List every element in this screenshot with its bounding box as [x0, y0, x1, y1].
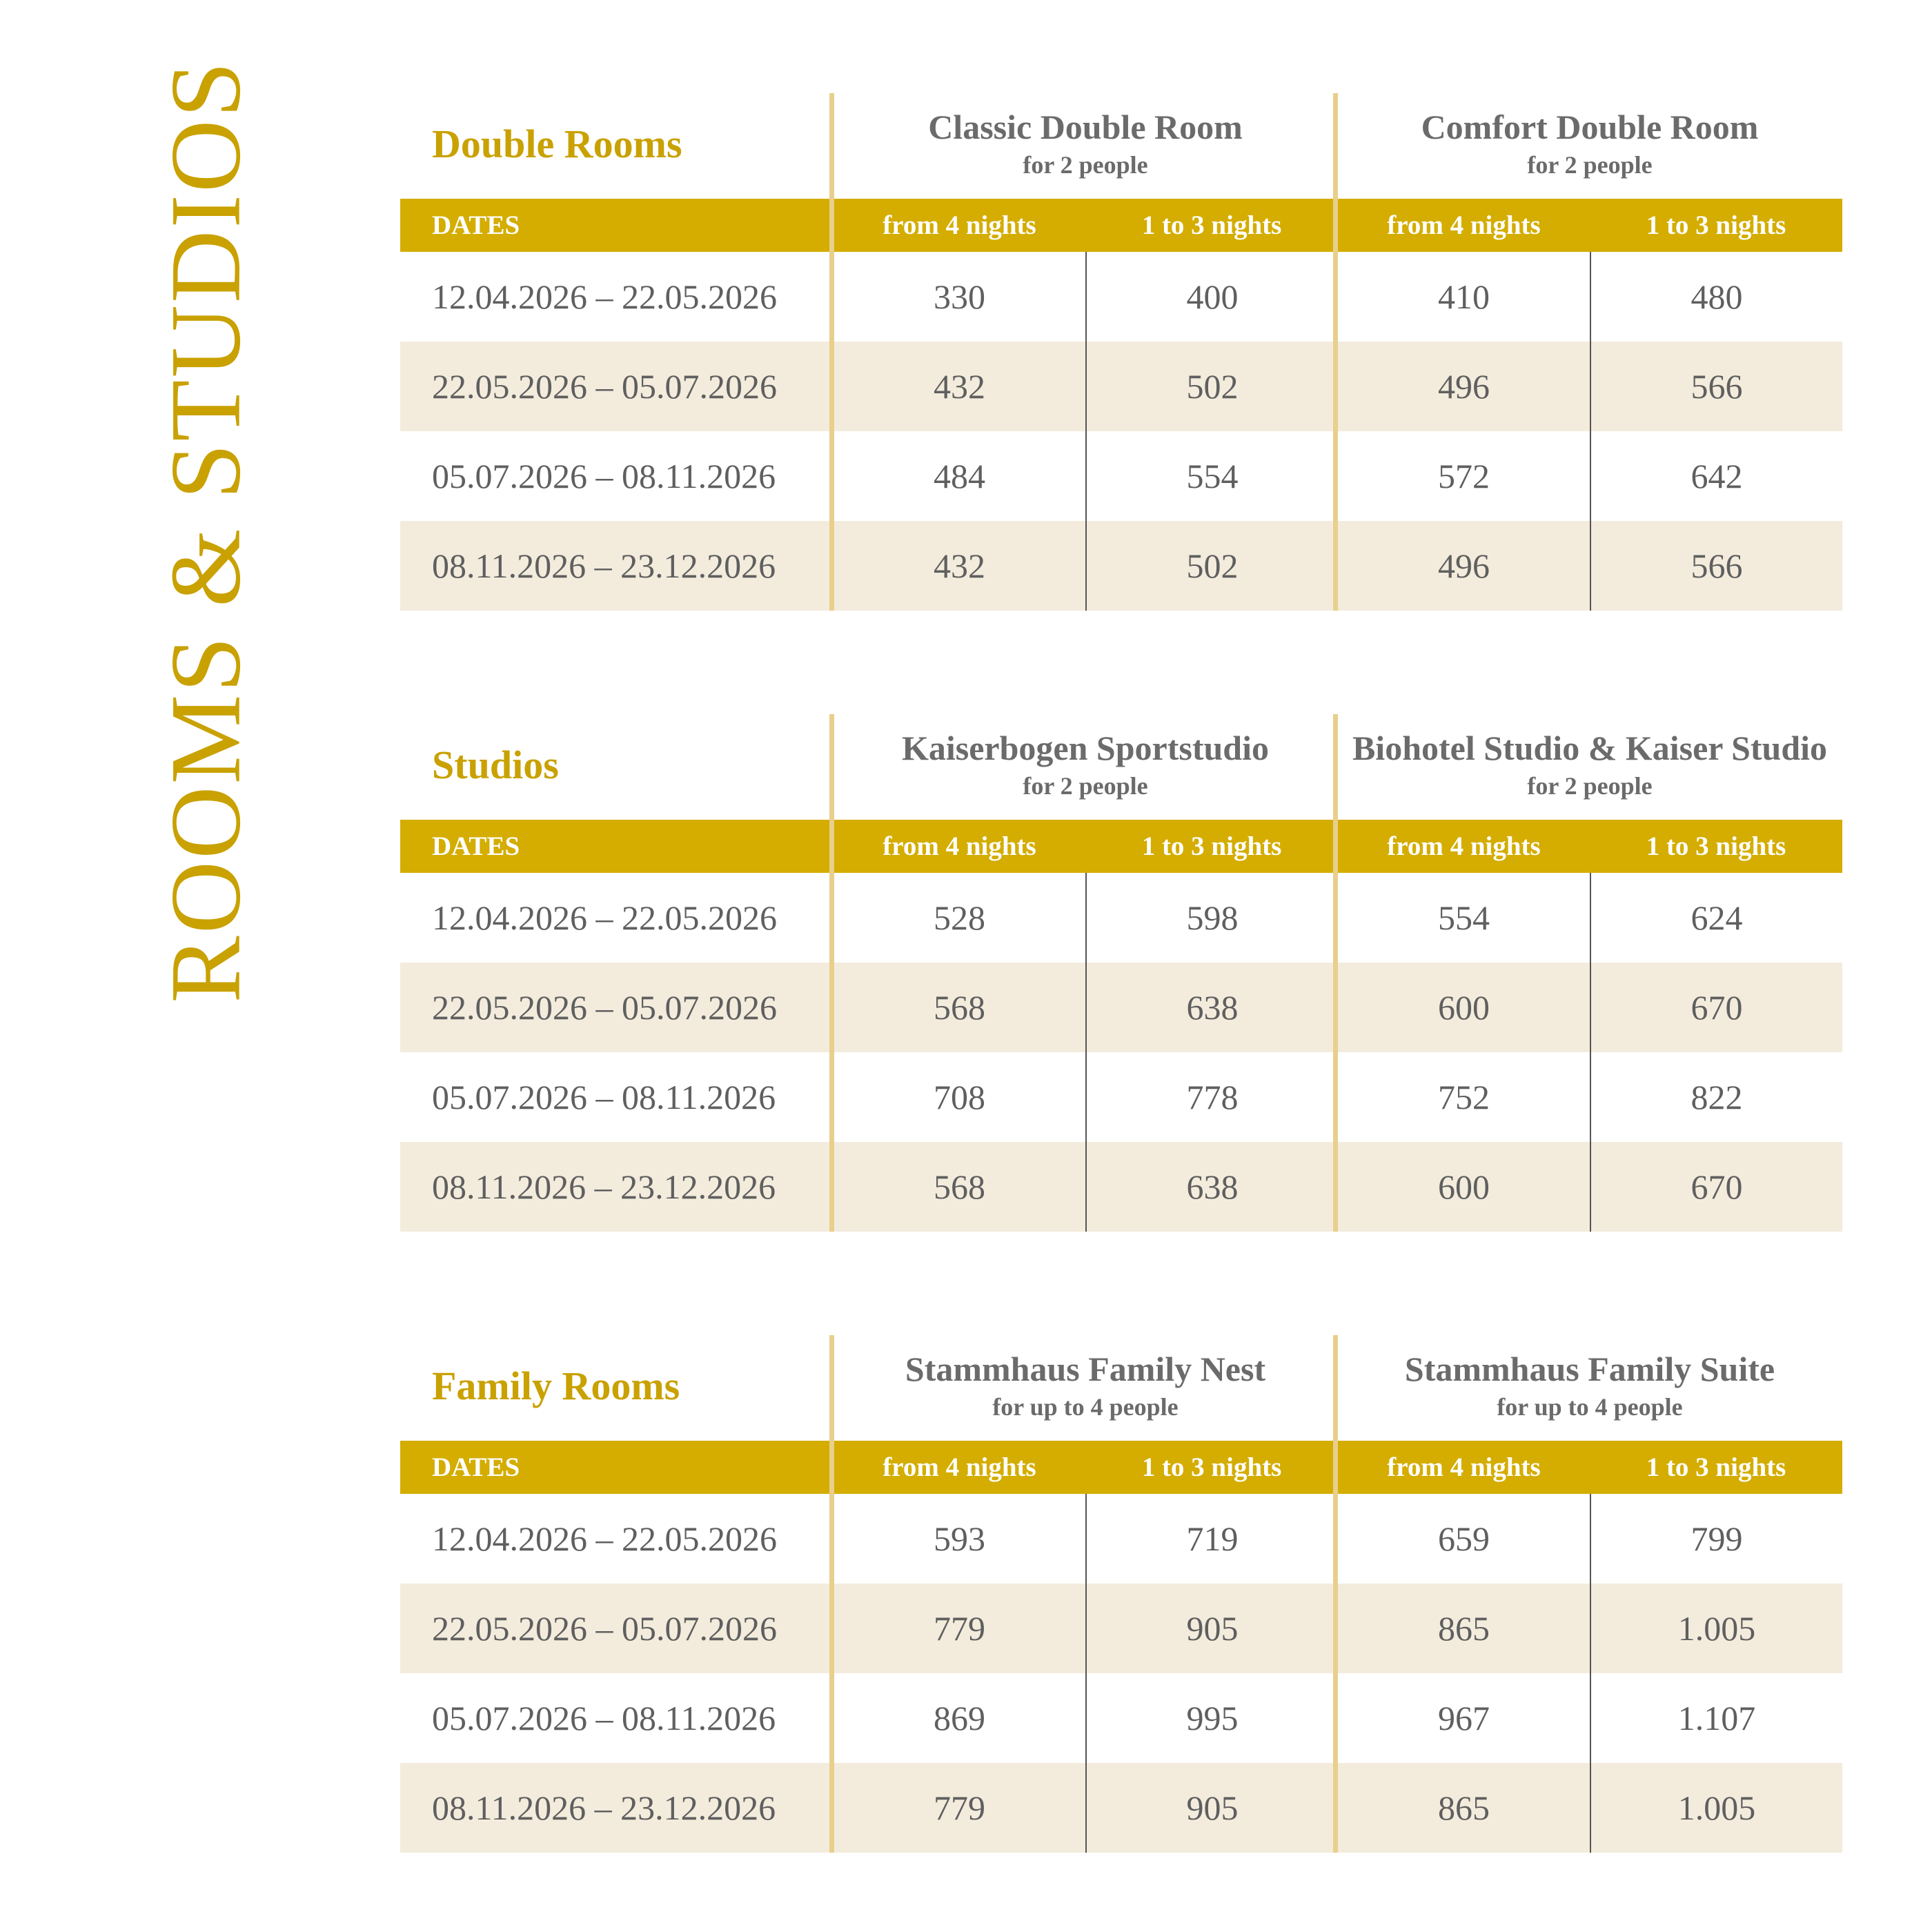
price-cell: 778: [1085, 1052, 1338, 1142]
price-cell: 600: [1438, 988, 1490, 1027]
column-header-bar: [400, 1441, 1842, 1494]
room-name: Comfort Double Room: [1421, 108, 1759, 146]
price-cell: 670: [1590, 1142, 1842, 1232]
price-cell: 995: [1085, 1673, 1338, 1763]
price-cell: 496: [1438, 367, 1490, 406]
section-studios: [400, 714, 1842, 1232]
column-header-1-to-3: 1 to 3 nights: [1141, 831, 1282, 861]
room-header: [1337, 1335, 1842, 1441]
room-capacity: for 2 people: [1527, 772, 1653, 800]
row-dates: 22.05.2026 – 05.07.2026: [432, 367, 777, 406]
price-cell: 593: [934, 1519, 985, 1558]
column-header-bar: [400, 820, 1842, 873]
price-cell: 432: [934, 367, 985, 406]
price-cell: 496: [1438, 546, 1490, 585]
room-name: Stammhaus Family Suite: [1404, 1350, 1775, 1388]
price-cell: 659: [1438, 1519, 1490, 1558]
price-cell: 598: [1085, 873, 1338, 963]
room-name: Biohotel Studio & Kaiser Studio: [1352, 729, 1828, 767]
room-header: [834, 93, 1337, 199]
price-cell: 905: [1085, 1584, 1338, 1673]
column-header-from-4: from 4 nights: [1387, 1452, 1541, 1482]
price-cell: 480: [1590, 252, 1842, 342]
row-dates: 08.11.2026 – 23.12.2026: [432, 1788, 776, 1827]
section-header: [400, 93, 1842, 199]
vertical-page-title: [150, 59, 262, 1003]
table-row: [400, 873, 1842, 963]
price-cell: 432: [934, 546, 985, 585]
column-header-1-to-3: 1 to 3 nights: [1646, 210, 1786, 240]
price-cell: 600: [1438, 1167, 1490, 1206]
section-title: Family Rooms: [432, 1363, 680, 1408]
price-cell: 568: [934, 988, 985, 1027]
section-title: Studios: [432, 742, 559, 787]
column-header-1-to-3: 1 to 3 nights: [1141, 210, 1282, 240]
price-cell: 752: [1438, 1078, 1490, 1116]
room-header: [1337, 93, 1842, 199]
column-header-1-to-3: 1 to 3 nights: [1141, 1452, 1282, 1482]
section-header: [400, 1335, 1842, 1441]
table-row: [400, 431, 1842, 521]
row-dates: 22.05.2026 – 05.07.2026: [432, 1609, 777, 1648]
section-header: [400, 714, 1842, 820]
price-cell: 554: [1438, 898, 1490, 937]
price-cell: 799: [1590, 1494, 1842, 1584]
room-name: Kaiserbogen Sportstudio: [901, 729, 1269, 767]
table-row: [400, 1142, 1842, 1232]
room-capacity: for 2 people: [1023, 772, 1148, 800]
price-cell: 554: [1085, 431, 1338, 521]
section-title: Double Rooms: [432, 121, 682, 166]
price-cell: 865: [1438, 1609, 1490, 1648]
room-capacity: for up to 4 people: [1497, 1393, 1683, 1421]
page-title: ROOMS & STUDIOS: [150, 59, 262, 1003]
row-dates: 05.07.2026 – 08.11.2026: [432, 1078, 776, 1116]
price-cell: 719: [1085, 1494, 1338, 1584]
price-cell: 528: [934, 898, 985, 937]
table-row: [400, 252, 1842, 342]
room-capacity: for 2 people: [1023, 151, 1148, 179]
price-cell: 822: [1590, 1052, 1842, 1142]
room-name: Stammhaus Family Nest: [905, 1350, 1266, 1388]
row-dates: 22.05.2026 – 05.07.2026: [432, 988, 777, 1027]
price-cell: 400: [1085, 252, 1338, 342]
row-dates: 12.04.2026 – 22.05.2026: [432, 277, 777, 316]
room-capacity: for 2 people: [1527, 151, 1653, 179]
table-row: [400, 963, 1842, 1052]
column-header-dates: DATES: [432, 1452, 520, 1482]
section-double-rooms: [400, 93, 1842, 611]
room-capacity: for up to 4 people: [992, 1393, 1179, 1421]
price-cell: 642: [1590, 431, 1842, 521]
column-header-dates: DATES: [432, 210, 520, 240]
price-cell: 869: [934, 1699, 985, 1737]
price-cell: 779: [934, 1788, 985, 1827]
price-cell: 330: [934, 277, 985, 316]
column-header-1-to-3: 1 to 3 nights: [1646, 1452, 1786, 1482]
price-cell: 638: [1085, 963, 1338, 1052]
row-dates: 12.04.2026 – 22.05.2026: [432, 898, 777, 937]
column-header-from-4: from 4 nights: [1387, 831, 1541, 861]
price-cell: 905: [1085, 1763, 1338, 1853]
price-cell: 967: [1438, 1699, 1490, 1737]
price-cell: 568: [934, 1167, 985, 1206]
table-row: [400, 521, 1842, 611]
section-family-rooms: [400, 1335, 1842, 1853]
room-header: [834, 1335, 1337, 1441]
price-cell: 484: [934, 457, 985, 495]
column-header-from-4: from 4 nights: [883, 831, 1036, 861]
table-row: [400, 1494, 1842, 1584]
row-dates: 08.11.2026 – 23.12.2026: [432, 1167, 776, 1206]
room-header: [834, 714, 1337, 820]
price-cell: 502: [1085, 521, 1338, 611]
price-cell: 624: [1590, 873, 1842, 963]
column-header-from-4: from 4 nights: [883, 1452, 1036, 1482]
price-cell: 566: [1590, 521, 1842, 611]
price-cell: 502: [1085, 342, 1338, 431]
row-dates: 05.07.2026 – 08.11.2026: [432, 1699, 776, 1737]
price-cell: 566: [1590, 342, 1842, 431]
row-dates: 08.11.2026 – 23.12.2026: [432, 546, 776, 585]
price-cell: 572: [1438, 457, 1490, 495]
price-cell: 410: [1438, 277, 1490, 316]
column-header-from-4: from 4 nights: [1387, 210, 1541, 240]
table-row: [400, 1763, 1842, 1853]
table-row: [400, 1052, 1842, 1142]
price-cell: 865: [1438, 1788, 1490, 1827]
price-cell: 1.107: [1590, 1673, 1842, 1763]
room-header: [1337, 714, 1842, 820]
price-cell: 1.005: [1590, 1763, 1842, 1853]
price-cell: 1.005: [1590, 1584, 1842, 1673]
row-dates: 12.04.2026 – 22.05.2026: [432, 1519, 777, 1558]
column-header-1-to-3: 1 to 3 nights: [1646, 831, 1786, 861]
price-cell: 638: [1085, 1142, 1338, 1232]
price-cell: 670: [1590, 963, 1842, 1052]
price-cell: 779: [934, 1609, 985, 1648]
column-header-bar: [400, 199, 1842, 252]
row-dates: 05.07.2026 – 08.11.2026: [432, 457, 776, 495]
column-header-dates: DATES: [432, 831, 520, 861]
price-cell: 708: [934, 1078, 985, 1116]
table-row: [400, 342, 1842, 431]
room-name: Classic Double Room: [928, 108, 1243, 146]
table-row: [400, 1673, 1842, 1763]
table-row: [400, 1584, 1842, 1673]
column-header-from-4: from 4 nights: [883, 210, 1036, 240]
